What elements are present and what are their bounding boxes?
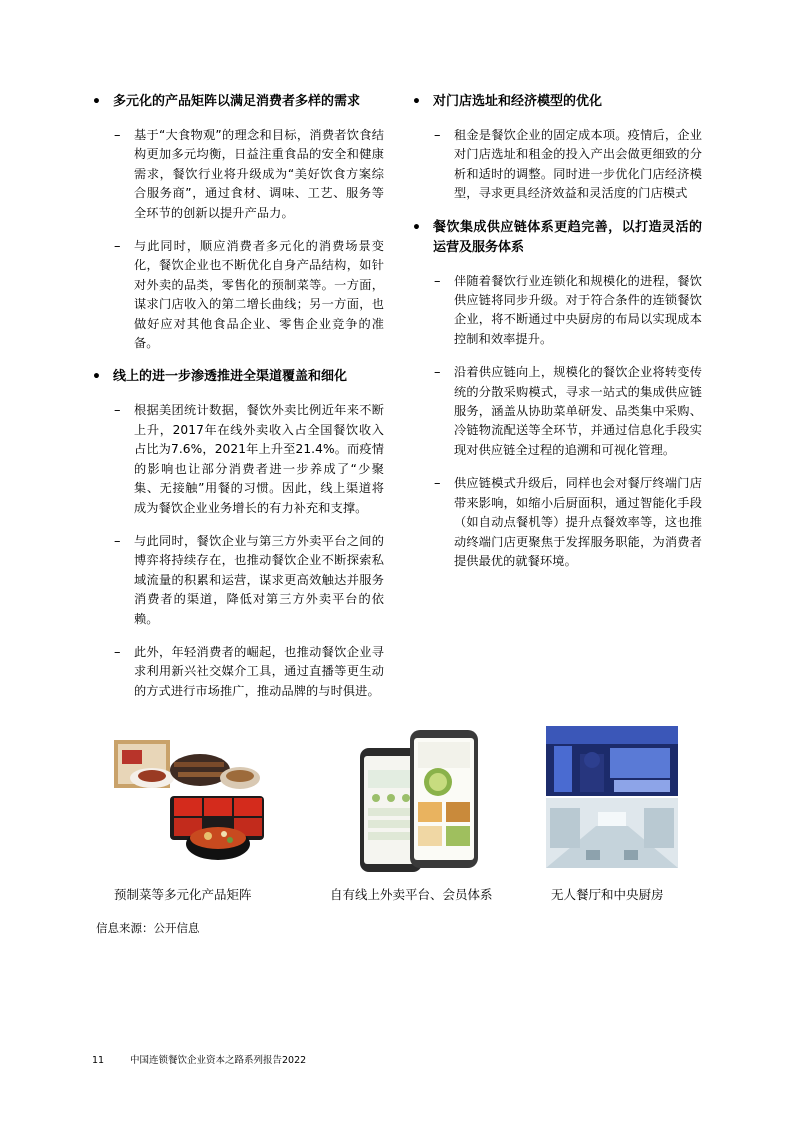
sub-item	[433, 474, 702, 571]
sub-item-text: 与此同时，餐饮企业与第三方外卖平台之间的博弈将持续存在，也推动餐饮企业不断探索私域流量的积累和运营，谋求更高效触达并服务消费者的渠道，降低对第三方外卖平台的依赖。	[134, 533, 384, 626]
bullet-supply-chain	[412, 218, 702, 572]
robot-restaurant-kitchen-photo-icon	[546, 726, 678, 868]
sub-item	[113, 237, 384, 353]
page-footer	[92, 1054, 306, 1068]
sub-item	[433, 363, 702, 460]
dash-marker: –	[114, 128, 121, 143]
sub-item-text: 与此同时，顺应消费者多元化的消费场景变化，餐饮企业也不断优化自身产品结构，如针对外卖的品类，零售化的预制菜等。一方面，谋求门店收入的第二增长曲线；另一方面，也做好应对其他食品企业、零售企业竞争的准备。	[134, 239, 384, 351]
figure-robot-kitchen	[546, 726, 678, 868]
dash-marker: –	[114, 403, 121, 419]
sub-item-text: 伴随着餐饮行业连锁化和规模化的进程，餐饮供应链将同步升级。对于符合条件的连锁餐饮企业，将不断通过中央厨房的布局以实现成本控制和效率提升。	[454, 273, 702, 346]
sub-item	[433, 126, 702, 204]
bullet-marker: •	[92, 369, 101, 386]
dash-marker: –	[114, 239, 121, 255]
bullet-marker: •	[412, 94, 421, 110]
mobile-app-photo-icon	[354, 726, 484, 874]
sub-item	[113, 126, 384, 223]
page-number: 11	[92, 1055, 105, 1066]
sub-item-text: 此外，年轻消费者的崛起，也推动餐饮企业寻求利用新兴社交媒介工具，通过直播等更生动的方式进行市场推广，推动品牌的与时俱进。	[134, 644, 384, 698]
sub-item	[113, 401, 384, 517]
dash-marker: –	[114, 644, 121, 660]
sub-item	[113, 643, 384, 701]
bullet-product-matrix	[92, 92, 384, 353]
dash-marker: –	[434, 128, 441, 143]
left-column	[92, 92, 384, 715]
figure-mobile-app	[354, 726, 484, 874]
bullet-marker: •	[412, 219, 421, 236]
figure-prepared-food	[108, 726, 268, 866]
bullet-marker: •	[92, 94, 101, 110]
figure-caption: 自有线上外卖平台、会员体系	[330, 887, 493, 902]
sub-item-text: 基于“大食物观”的理念和目标，消费者饮食结构更加多元均衡，日益注重食品的安全和健康需求，餐饮行业将升级成为“美好饮食方案综合服务商”，通过食材、调味、工艺、服务等全环节的创新以提升产品力。	[134, 128, 384, 220]
dash-marker: –	[434, 273, 441, 289]
sub-item	[113, 532, 384, 629]
bullet-heading: 对门店选址和经济模型的优化	[433, 94, 603, 109]
sub-item-text: 租金是餐饮企业的固定成本项。疫情后，企业对门店选址和租金的投入产出会做更细致的分析和适时的调整。同时进一步优化门店经济模型，寻求更具经济效益和灵活度的门店模式	[454, 128, 702, 201]
sub-item	[433, 272, 702, 350]
figure-caption: 无人餐厅和中央厨房	[551, 887, 664, 902]
bullet-heading: 线上的进一步渗透推进全渠道覆盖和细化	[113, 369, 348, 385]
figure-caption: 预制菜等多元化产品矩阵	[114, 887, 252, 902]
dash-marker: –	[434, 476, 441, 492]
right-column	[412, 92, 702, 585]
sub-item-text: 沿着供应链向上，规模化的餐饮企业将转变传统的分散采购模式，寻求一站式的集成供应链服务，涵盖从协助菜单研发、品类集中采购、冷链物流配送等全环节，并通过信息化手段实现对供应链全过程的追溯和可视化管理。	[454, 365, 702, 457]
dash-marker: –	[434, 365, 441, 381]
bullet-heading: 餐饮集成供应链体系更趋完善，以打造灵活的运营及服务体系	[433, 219, 702, 255]
bullet-store-model	[412, 92, 702, 204]
prepared-food-photo-icon	[108, 726, 268, 866]
dash-marker: –	[114, 533, 121, 549]
bullet-online-channel	[92, 367, 384, 701]
figure-row	[92, 726, 704, 912]
sub-item-text: 供应链模式升级后，同样也会对餐厅终端门店带来影响，如缩小后厨面积，通过智能化手段（如自动点餐机等）提升点餐效率等，这也推动终端门店更聚焦于发挥服务职能，为消费者提供最优的就餐环境。	[454, 476, 702, 568]
sub-item-text: 根据美团统计数据，餐饮外卖比例近年来不断上升，2017年在线外卖收入占全国餐饮收入占比为7.6%，2021年上升至21.4%。而疫情的影响也让部分消费者进一步养成了“少聚集、无接触”用餐的习惯。因此，线上渠道将成为餐饮企业业务增长的有力补充和支撑。	[134, 403, 384, 515]
report-title: 中国连锁餐饮企业资本之路系列报告2022	[130, 1055, 307, 1066]
bullet-heading: 多元化的产品矩阵以满足消费者多样的需求	[113, 94, 361, 109]
source-note: 信息来源：公开信息	[96, 921, 200, 935]
